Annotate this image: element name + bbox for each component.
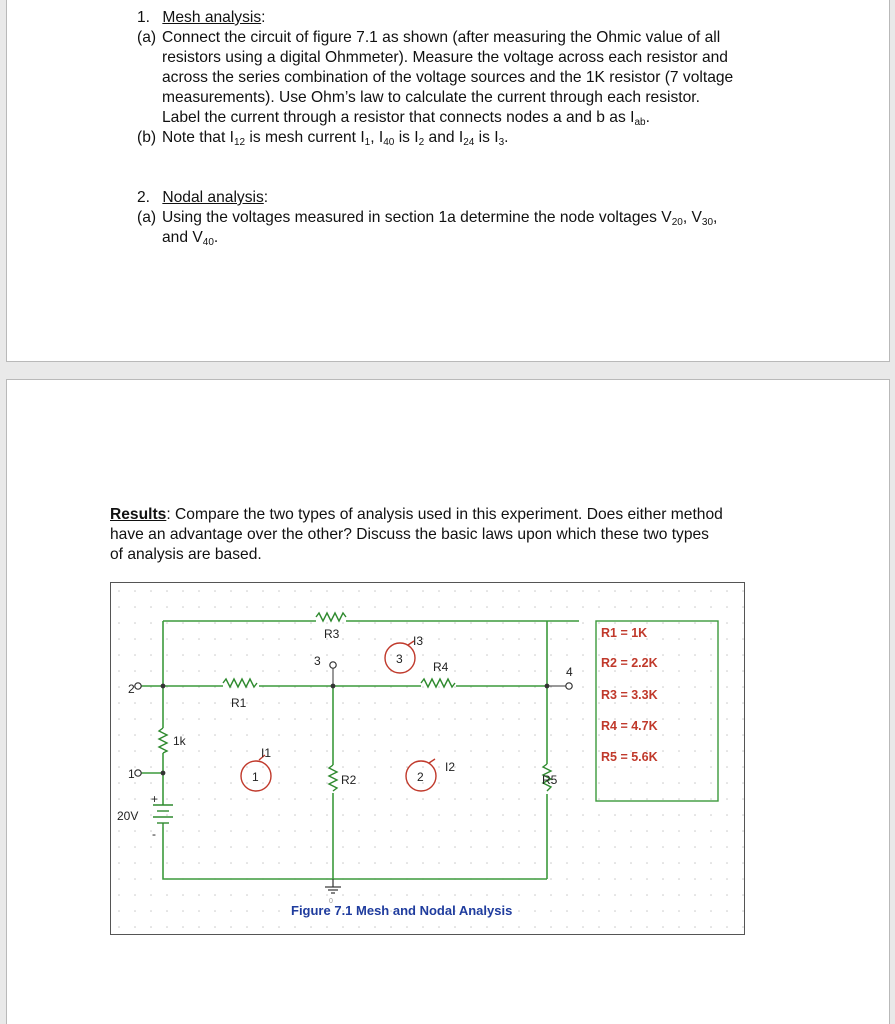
section1a-period: . [645,109,650,126]
node-1-terminal [135,770,141,776]
label-node-0: 0 [329,898,333,905]
s1b-p11: 3 [498,137,505,148]
section2a-line2 [162,228,218,248]
s1b-p10: is I [474,129,499,146]
s1b-p12: . [504,129,509,146]
legend-r3: R3 = 3.3K [601,688,658,702]
section2-colon: : [263,189,269,206]
section1a-subscript-ab: ab [634,117,646,128]
s1b-p6: is I [394,129,419,146]
label-mesh-1: 1 [252,770,259,784]
junction-dot-left [161,684,166,689]
junction-dot-mid [331,684,336,689]
section1b-label: (b) [137,129,157,146]
label-node-3: 3 [314,654,321,668]
label-node-4: 4 [566,665,573,679]
label-node-1: 1 [128,767,135,781]
circuit-figure [110,582,745,935]
label-i3: I3 [413,634,424,648]
label-20v: 20V [117,809,139,823]
section1-colon: : [261,9,266,26]
s2a-q2: . [213,229,219,246]
s1b-p0: Note that I [162,129,234,146]
section1a-line3: across the series combination of the voltage sources and the 1K resistor (7 voltage [162,69,734,86]
section2a-line1 [162,208,717,228]
legend-r1: R1 = 1K [601,626,648,640]
section1a-line2: resistors using a digital Ohmmeter). Measure the voltage across each resistor and [162,49,728,66]
figure-caption: Figure 7.1 Mesh and Nodal Analysis [291,903,513,918]
s1b-p2: is mesh current I [245,129,365,146]
label-mesh-2: 2 [417,770,424,784]
s2a-q0: and V [162,229,203,246]
section1-title: Mesh analysis [162,9,262,26]
s2a-p1: 20 [671,217,683,228]
s1b-p7: 2 [418,137,425,148]
s1b-p5: 40 [383,137,395,148]
section1a-line5-text: Label the current through a resistor that connects nodes a and b as I [162,109,635,126]
junction-dot-right [545,684,550,689]
node-2-terminal [135,683,141,689]
junction-dot-node1 [161,771,166,776]
s1b-p4: , I [370,129,384,146]
section2-number: 2. [137,189,151,206]
s1b-p8: and I [424,129,464,146]
results-label: Results [110,506,167,523]
section2-title: Nodal analysis [162,189,264,206]
s1b-p9: 24 [463,137,475,148]
node-3-terminal [330,662,336,668]
label-i2: I2 [445,760,456,774]
label-mesh-3: 3 [396,652,403,666]
section2-heading [137,188,268,208]
results-line1 [110,505,723,525]
label-i1: I1 [261,746,272,760]
s2a-p4: , [713,209,718,226]
circuit-diagram [111,583,744,934]
section1b-line [162,128,509,148]
label-r4: R4 [433,660,449,674]
label-r2: R2 [341,773,357,787]
section2a-label: (a) [137,209,157,226]
section1-heading [137,8,266,28]
label-r1: R1 [231,696,247,710]
legend-r2: R2 = 2.2K [601,656,658,670]
label-plus: + [151,792,159,806]
results-text1: Compare the two types of analysis used in this experiment. Does either method [170,506,723,523]
results-line3: of analysis are based. [110,546,262,563]
legend-r5: R5 = 5.6K [601,750,658,764]
label-r5: R5 [542,773,558,787]
label-r3: R3 [324,627,340,641]
s2a-p3: 30 [701,217,714,228]
section1a-line4: measurements). Use Ohm’s law to calculate the current through each resistor. [162,89,700,106]
s1b-p3: 1 [364,137,371,148]
label-node-2: 2 [128,682,135,696]
results-line2: have an advantage over the other? Discuss the basic laws upon which these two types [110,526,709,543]
s2a-p0: Using the voltages measured in section 1a determine the node voltages V [162,209,672,226]
legend-r4: R4 = 4.7K [601,719,658,733]
s2a-p2: , V [682,209,702,226]
label-1k: 1k [173,734,186,748]
section1-number: 1. [137,9,151,26]
label-minus: - [152,827,156,841]
s2a-q1: 40 [202,237,214,248]
section1a-line5 [162,108,650,128]
section1a-label: (a) [137,29,157,46]
results-colon: : [166,506,171,523]
section1a-line1: Connect the circuit of figure 7.1 as shown (after measuring the Ohmic value of all [162,29,721,46]
s1b-p1: 12 [233,137,246,148]
node-4-terminal [566,683,572,689]
